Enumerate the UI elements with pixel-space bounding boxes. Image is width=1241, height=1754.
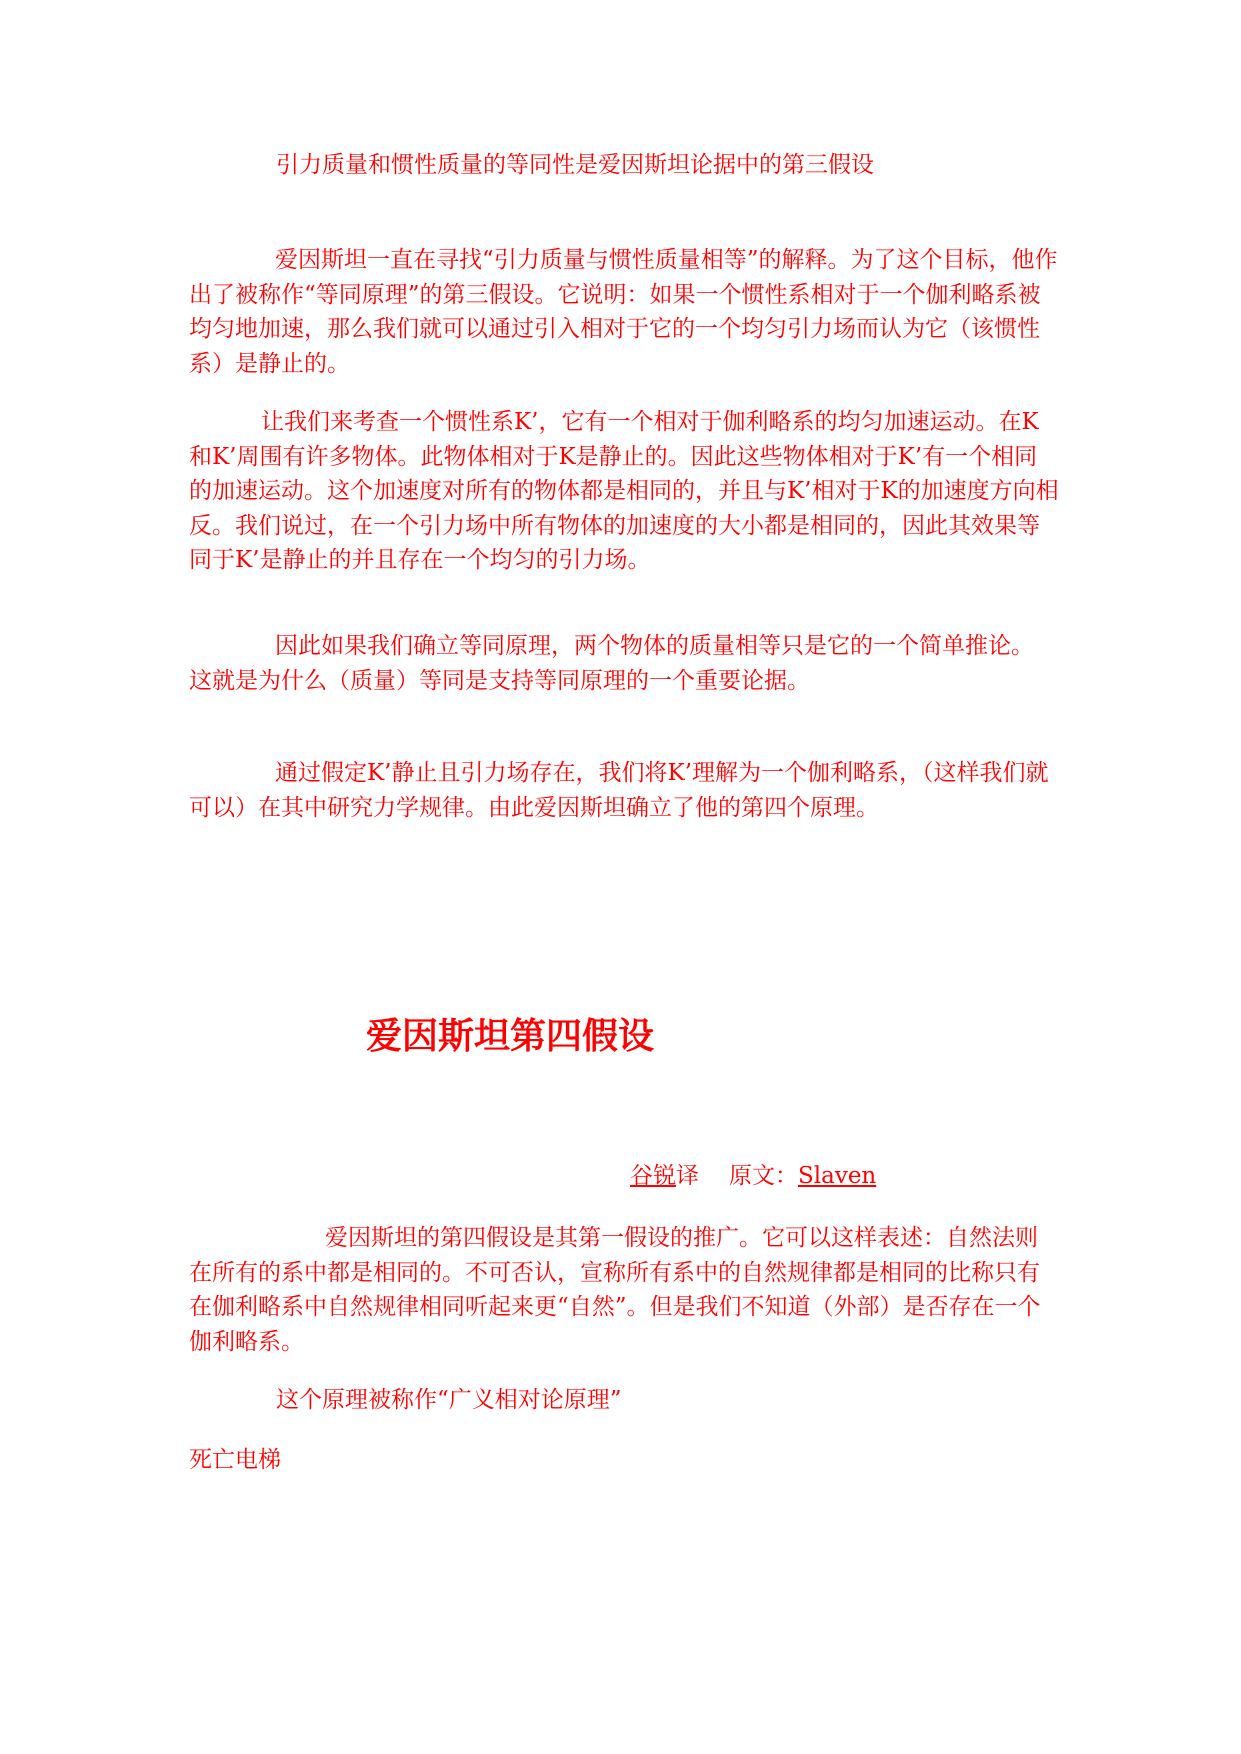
paragraph-general-principle: 爱因斯坦的第四假设是其第一假设的推广。它可以这样表述：自然法则在所有的系中都是相同的。不可否认，宣称所有系中的自然规律都是相同的比称只有在伽利略系中自然规律相同听起来更“自然”。但是我们不知道（外部）是否存在一个伽利略系。 bbox=[189, 1225, 1041, 1355]
byline bbox=[630, 1159, 876, 1194]
original-label: 原文： bbox=[729, 1163, 798, 1189]
paragraph-general-relativity-name: 这个原理被称作“广义相对论原理” bbox=[276, 1387, 622, 1413]
paragraph-mass-equality-corollary: 因此如果我们确立等同原理，两个物体的质量相等只是它的一个简单推论。 这就是为什么（质量）等同是支持等同原理的一个重要论据。 bbox=[189, 633, 1034, 694]
paragraph-equivalence-principle: 爱因斯坦一直在寻找“引力质量与惯性质量相等”的解释。为了这个目标，他作出了被称作“等同原理”的第三假设。它说明：如果一个惯性系相对于一个伽利略系被均匀地加速，那么我们就可以通过引入相对于它的一个均匀引力场而认为它（该惯性系）是静止的。 bbox=[189, 247, 1058, 377]
paragraph-accelerated-frame: 让我们来考查一个惯性系K’，它有一个相对于伽利略系的均匀加速运动。在K 和K’周围有许多物体。此物体相对于K是静止的。因此这些物体相对于K’有一个相同的加速运动。这个加速度对所有的物体都是相同的，并且与K’相对于K的加速度方向相反。我们说过，在一个引力场中所有物体的加速度的大小都是相同的，因此其效果等同于K’是静止的并且存在一个均匀的引力场。 bbox=[189, 409, 1059, 573]
translator-link[interactable]: 谷锐 bbox=[630, 1163, 676, 1189]
author-link[interactable]: Slaven bbox=[798, 1163, 877, 1189]
translator-suffix: 译 bbox=[676, 1163, 699, 1189]
section-heading-third-postulate: 引力质量和惯性质量的等同性是爱因斯坦论据中的第三假设 bbox=[276, 152, 874, 178]
paragraph-death-elevator: 死亡电梯 bbox=[189, 1447, 281, 1473]
page-title-fourth-postulate: 爱因斯坦第四假设 bbox=[366, 1015, 655, 1057]
paragraph-galilean-frame: 通过假定K’静止且引力场存在，我们将K’理解为一个伽利略系，（这样我们就可以）在其中研究力学规律。由此爱因斯坦确立了他的第四个原理。 bbox=[189, 760, 1049, 821]
